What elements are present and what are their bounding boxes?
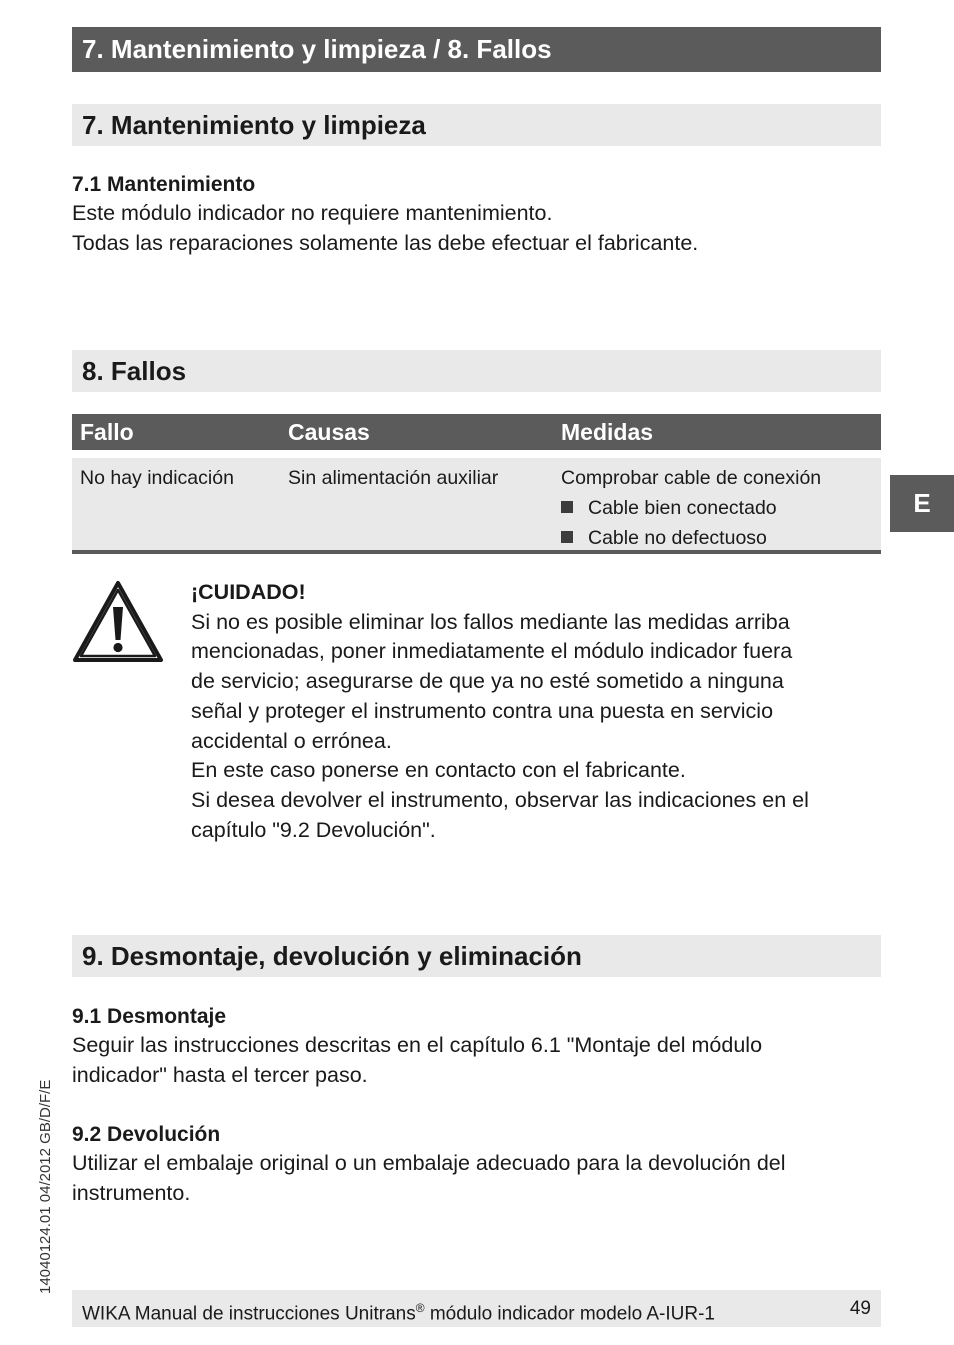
column-header-medidas: Medidas (561, 419, 654, 445)
list-item: Cable no defectuoso (561, 523, 821, 553)
text-line: señal y proteger el instrumento contra una puesta en servicio (191, 698, 774, 723)
cell-causas: Sin alimentación auxiliar (288, 467, 499, 489)
list-item: Cable bien conectado (561, 493, 821, 523)
document-code: 14040124.01 04/2012 GB/D/F/E (37, 1079, 54, 1294)
column-header-fallo: Fallo (80, 419, 134, 445)
text-line: capítulo "9.2 Devolución". (191, 817, 436, 842)
text-line: Utilizar el embalaje original o un embalaje adecuado para la devolución del (72, 1151, 786, 1175)
text-line: mencionadas, poner inmediatamente el módulo indicador fuera (191, 639, 793, 664)
section-8-heading: 8. Fallos (72, 350, 881, 392)
language-tab: E (890, 475, 954, 532)
footer-text: WIKA Manual de instrucciones Unitrans® módulo indicador modelo A-IUR-1 (82, 1301, 715, 1325)
text-line: Todas las reparaciones solamente las debe efectuar el fabricante. (72, 230, 699, 255)
faults-table-header (72, 414, 881, 450)
text-line: accidental o errónea. (191, 728, 392, 753)
text-line: En este caso ponerse en contacto con el fabricante. (191, 758, 686, 783)
page-footer (72, 1290, 881, 1327)
text-line: Seguir las instrucciones descritas en el capítulo 6.1 "Montaje del módulo (72, 1033, 763, 1057)
subsection-9-1-title: 9.1 Desmontaje (72, 1005, 227, 1028)
text-line: instrumento. (72, 1180, 191, 1205)
caution-block (191, 578, 809, 845)
column-header-causas: Causas (288, 419, 370, 445)
text-line: Si desea devolver el instrumento, observar las indicaciones en el (191, 787, 809, 812)
cell-medidas (561, 463, 821, 553)
text-line: Este módulo indicador no requiere mantenimiento. (72, 201, 553, 225)
cell-fallo: No hay indicación (80, 467, 234, 489)
page-number: 49 (849, 1298, 871, 1319)
text-line: de servicio; asegurarse de que ya no esté sometido a ninguna (191, 669, 784, 694)
subsection-7-1-text (72, 199, 872, 258)
subsection-7-1-title: 7.1 Mantenimiento (72, 173, 256, 196)
text-line: indicador" hasta el tercer paso. (72, 1062, 368, 1087)
page-header-title: 7. Mantenimiento y limpieza / 8. Fallos (72, 27, 881, 72)
medidas-text: Comprobar cable de conexión (561, 467, 822, 489)
square-bullet-icon (561, 531, 573, 543)
table-row (72, 458, 881, 550)
text-line: Si no es posible eliminar los fallos mediante las medidas arriba (191, 609, 790, 634)
section-7-heading: 7. Mantenimiento y limpieza (72, 104, 881, 146)
section-9-heading: 9. Desmontaje, devolución y eliminación (72, 935, 881, 977)
square-bullet-icon (561, 501, 573, 513)
subsection-9-2-title: 9.2 Devolución (72, 1123, 221, 1146)
subsection-9-1-text (72, 1031, 872, 1090)
table-bottom-rule (72, 550, 881, 554)
warning-triangle-icon (72, 580, 164, 664)
caution-title: ¡CUIDADO! (191, 580, 306, 604)
subsection-9-2-text (72, 1149, 872, 1208)
